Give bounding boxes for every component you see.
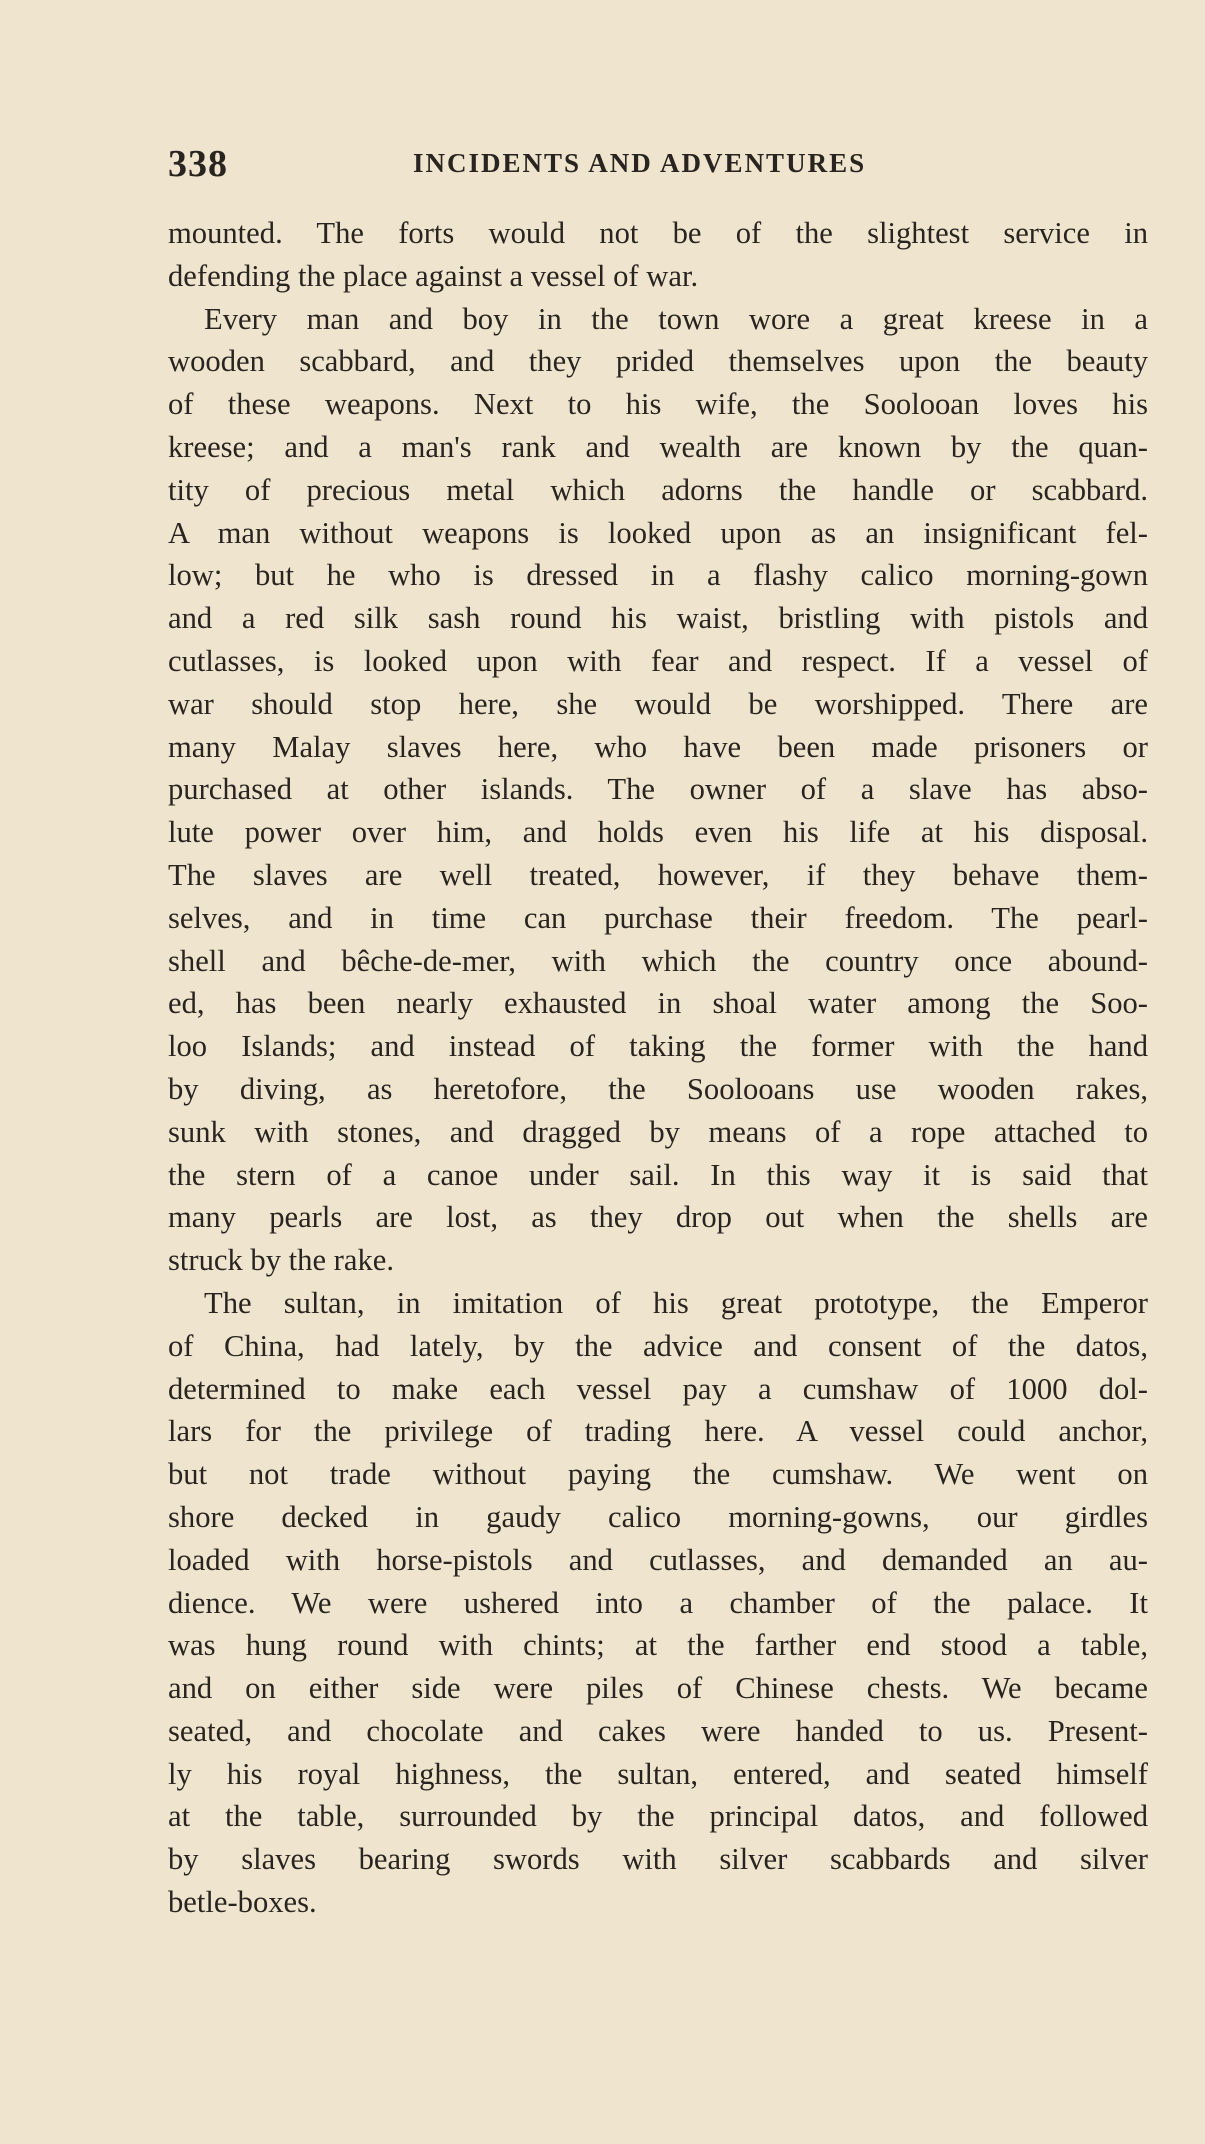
text-line: and a red silk sash round his waist, bristling with pistols and (168, 601, 1148, 636)
text-line: selves, and in time can purchase their freedom. The pearl- (168, 900, 1148, 935)
running-head: INCIDENTS AND ADVENTURES (413, 148, 867, 178)
text-line: lars for the privilege of trading here. A vessel could anchor, (168, 1414, 1148, 1449)
text-line: mounted. The forts would not be of the slightest service in (168, 216, 1148, 250)
text-line: lute power over him, and holds even his life at his disposal. (168, 815, 1148, 850)
body-text (168, 212, 1148, 1924)
text-line: and on either side were piles of Chinese chests. We became (168, 1671, 1148, 1706)
page-header (168, 142, 1148, 192)
text-line: kreese; and a man's rank and wealth are known by the quan- (168, 429, 1148, 464)
text-line: betle-boxes. (168, 1885, 317, 1920)
text-line: The slaves are well treated, however, if they behave them- (168, 857, 1148, 892)
page-number: 338 (168, 143, 228, 185)
text-line: shell and bêche-de-mer, with which the country once abound- (168, 943, 1148, 978)
text-line: tity of precious metal which adorns the handle or scabbard. (168, 472, 1148, 507)
text-line: sunk with stones, and dragged by means of a rope attached to (168, 1114, 1148, 1149)
paragraph (168, 298, 1148, 1282)
text-line: cutlasses, is looked upon with fear and respect. If a vessel of (168, 643, 1148, 678)
text-line: The sultan, in imitation of his great prototype, the Emperor (204, 1285, 1148, 1320)
text-line: of China, had lately, by the advice and consent of the datos, (168, 1328, 1148, 1363)
text-line: dience. We were ushered into a chamber of the palace. It (168, 1585, 1148, 1620)
text-line: many Malay slaves here, who have been made prisoners or (168, 729, 1148, 764)
text-line: ed, has been nearly exhausted in shoal water among the Soo- (168, 986, 1148, 1021)
text-line: at the table, surrounded by the principal datos, and followed (168, 1799, 1148, 1834)
text-line: of these weapons. Next to his wife, the Soolooan loves his (168, 387, 1148, 422)
text-line: A man without weapons is looked upon as an insignificant fel- (168, 515, 1148, 550)
text-line: by slaves bearing swords with silver scabbards and silver (168, 1842, 1148, 1877)
text-line: loaded with horse-pistols and cutlasses, and demanded an au- (168, 1542, 1148, 1577)
paragraph (168, 1282, 1148, 1924)
text-line: low; but he who is dressed in a flashy calico morning-gown (168, 558, 1148, 593)
text-line: loo Islands; and instead of taking the former with the hand (168, 1029, 1148, 1064)
text-line: many pearls are lost, as they drop out when the shells are (168, 1200, 1148, 1235)
text-line: Every man and boy in the town wore a great kreese in a (204, 301, 1148, 336)
text-line: war should stop here, she would be worshipped. There are (168, 686, 1148, 721)
text-line: determined to make each vessel pay a cumshaw of 1000 dol- (168, 1371, 1148, 1406)
text-line: was hung round with chints; at the farther end stood a table, (168, 1628, 1148, 1663)
text-line: but not trade without paying the cumshaw. We went on (168, 1457, 1148, 1492)
text-line: by diving, as heretofore, the Soolooans use wooden rakes, (168, 1071, 1148, 1106)
text-line: the stern of a canoe under sail. In this way it is said that (168, 1157, 1148, 1192)
text-line: seated, and chocolate and cakes were handed to us. Present- (168, 1713, 1148, 1748)
text-line: defending the place against a vessel of war. (168, 258, 699, 293)
text-line: struck by the rake. (168, 1243, 394, 1278)
text-line: purchased at other islands. The owner of a slave has abso- (168, 772, 1148, 807)
paragraph (168, 212, 1148, 298)
text-line: ly his royal highness, the sultan, entered, and seated himself (168, 1756, 1148, 1791)
text-line: wooden scabbard, and they prided themselves upon the beauty (168, 344, 1148, 379)
text-line: shore decked in gaudy calico morning-gowns, our girdles (168, 1499, 1148, 1534)
